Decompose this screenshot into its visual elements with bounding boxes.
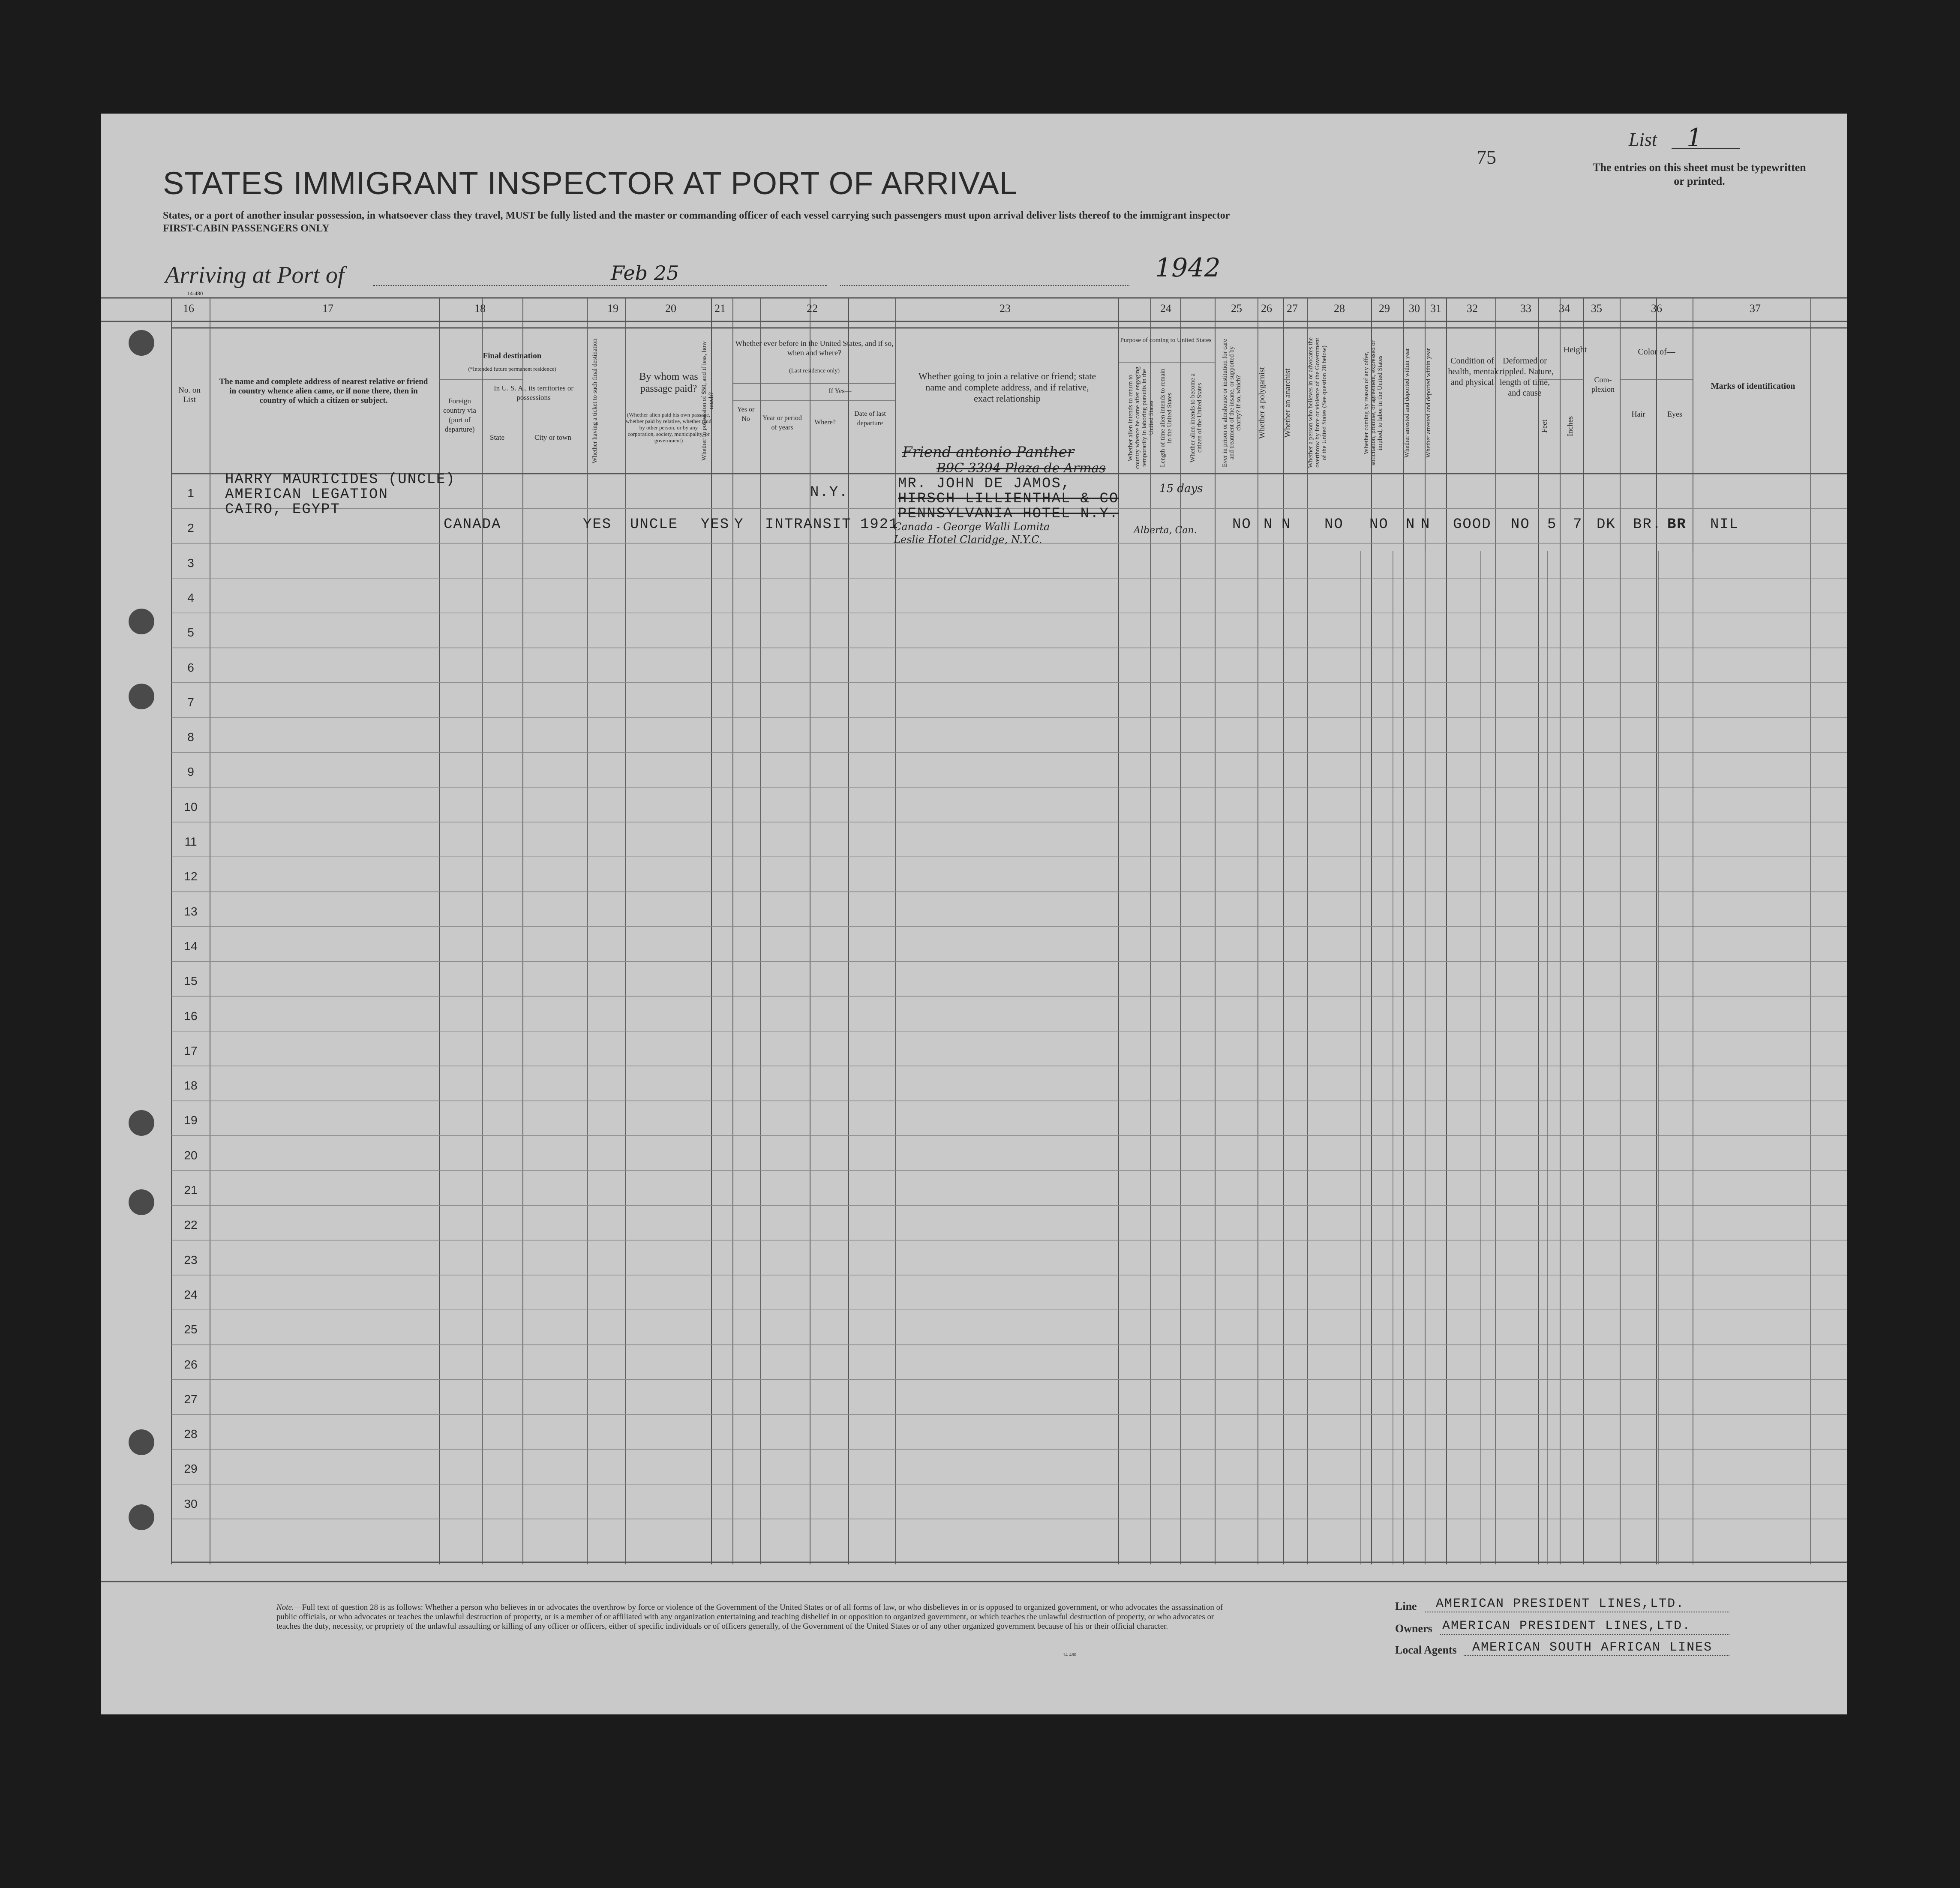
entry-inches: 7 [1573, 516, 1583, 533]
colnum-18: 18 [474, 302, 486, 315]
row-number: 26 [184, 1357, 198, 1371]
row-number: 30 [184, 1497, 198, 1510]
header-final-destination-sub: (*Intended future permanent residence) [468, 366, 556, 372]
header-marks: Marks of identification [1711, 381, 1795, 391]
handwriting-address: B9C 3394 Plaza de Armas [936, 461, 1106, 476]
footer-note-text: —Full text of question 28 is as follows: Whether a person who believes in or advocates the overthrow by force or violence of the Government of the United States or of all forms of law, or who disbelieves in or is opposed to organized government, or who advocates the assassination of public officials, or who advocates or teaches the unlawful destruction of property, or is a member of or affiliated with any organization entertaining and teaching disbelief in or opposition to organized government, or which teaches the unlawful destruction of property, or who advocates or teaches the duty, necessity, or propriety of the unlawful assaulting or killing of any officer or officers, either of specific individuals or of officers generally, of the Government of the United States or of any other organized government because of his or their official character. [276, 1603, 1223, 1631]
header-if-yes: If Yes— [828, 387, 852, 395]
row-number: 23 [184, 1253, 198, 1267]
row-number: 29 [184, 1462, 198, 1476]
header-eyes: Eyes [1667, 410, 1682, 418]
row-number: 13 [184, 904, 198, 918]
entries-note: The entries on this sheet must be typewritten or printed. [1593, 161, 1806, 187]
header-has-50: Whether in possession of $50, and if less, how much? [701, 341, 714, 461]
footer-owners-label: Owners [1395, 1622, 1432, 1635]
header-complexion: Com-plexion [1591, 375, 1615, 393]
colnum-29: 29 [1379, 302, 1390, 315]
entry-complexion: DK [1597, 516, 1616, 533]
header-deported-31: Whether arrested and deported within year [1425, 348, 1432, 458]
entry-col27: N [1282, 516, 1291, 533]
binder-hole [129, 609, 154, 634]
row-number: 20 [184, 1148, 198, 1162]
entry-hair: BR. [1633, 516, 1662, 533]
entry-join-line1: MR. JOHN DE JAMOS, [898, 476, 1071, 492]
entry-col26: N [1264, 516, 1273, 533]
entry-col29: NO [1369, 516, 1389, 533]
page-title: STATES IMMIGRANT INSPECTOR AT PORT OF ARRIVAL [163, 165, 1018, 201]
binder-hole [129, 330, 154, 356]
entry-foreign-country: CANADA [444, 516, 501, 533]
entry-col25: NO [1232, 516, 1252, 533]
header-no-on-list: No. on List [178, 386, 201, 404]
row-number: 2 [187, 521, 194, 535]
colnum-33: 33 [1520, 302, 1531, 315]
entry-ever-before: Y [734, 516, 744, 533]
entry-relative-line1: HARRY MAURICIDES (UNCLE) [225, 471, 456, 488]
row-number: 3 [187, 556, 194, 570]
binder-hole [129, 1189, 154, 1215]
header-inches: Inches [1566, 416, 1574, 437]
header-polygamist: Whether a polygamist [1258, 367, 1267, 439]
header-final-destination: Final destination [483, 351, 542, 360]
row-number: 10 [184, 800, 198, 813]
header-ever-before: Whether ever before in the United States, and if so, when and where? [735, 339, 894, 357]
entry-date-departure: 1921 [860, 516, 899, 533]
entry-has-50: YES [701, 516, 730, 533]
handwriting-canada: Canada - George Walli Lomita [894, 521, 1050, 533]
header-ever-before-sub: (Last residence only) [789, 368, 840, 374]
list-label: List [1629, 129, 1657, 150]
header-prison: Ever in prison or almshouse or institution for care and treatment of the insane, or supported by charity? If so, which? [1222, 339, 1242, 467]
header-deported-30: Whether arrested and deported within year [1404, 348, 1411, 458]
colnum-22: 22 [807, 302, 818, 315]
colnum-31: 31 [1430, 302, 1441, 315]
row-number: 7 [187, 695, 194, 709]
row-number: 21 [184, 1183, 198, 1197]
manifest-sheet [101, 114, 1847, 1714]
footer-agents-value: AMERICAN SOUTH AFRICAN LINES [1472, 1640, 1713, 1655]
colnum-35: 35 [1591, 302, 1602, 315]
entry-join-line3: PENNSYLVANIA HOTEL N.Y. [898, 506, 1119, 522]
colnum-26: 26 [1261, 302, 1272, 315]
colnum-24: 24 [1160, 302, 1171, 315]
row-number: 25 [184, 1323, 198, 1336]
header-feet: Feet [1540, 420, 1549, 433]
header-passage-paid: By whom was passage paid? [639, 371, 698, 394]
arriving-year: 1942 [1155, 253, 1221, 283]
header-color-of: Color of— [1638, 347, 1675, 357]
footer-note-label: Note. [276, 1603, 294, 1612]
entry-health: GOOD [1453, 516, 1492, 533]
header-relative: The name and complete address of nearest relative or friend in country whence alien came, or if none there, then in country of which a citizen or subject. [219, 377, 428, 405]
header-purpose: Purpose of coming to United States [1120, 337, 1212, 344]
header-in-usa: In U. S. A., its territories or possessions [493, 384, 574, 402]
class-line: FIRST-CABIN PASSENGERS ONLY [163, 223, 330, 234]
page-number: 75 [1477, 146, 1496, 168]
header-anarchist: Whether an anarchist [1283, 368, 1292, 438]
binder-hole [129, 1110, 154, 1136]
header-ticket: Whether having a ticket to such final destination [591, 338, 598, 463]
colnum-34: 34 [1559, 302, 1570, 315]
arriving-date: Feb 25 [611, 261, 679, 285]
row-number: 17 [184, 1044, 198, 1057]
row-number: 4 [187, 591, 194, 604]
colnum-27: 27 [1287, 302, 1298, 315]
list-number: 1 [1687, 123, 1702, 152]
colnum-37: 37 [1750, 302, 1761, 315]
binder-hole [129, 1429, 154, 1455]
colnum-19: 19 [607, 302, 618, 315]
handwriting-alberta: Alberta, Can. [1134, 525, 1197, 536]
entry-feet: 5 [1547, 516, 1557, 533]
row-number: 12 [184, 870, 198, 883]
colnum-30: 30 [1409, 302, 1420, 315]
row-number: 22 [184, 1218, 198, 1232]
header-hair: Hair [1631, 410, 1645, 418]
footer-note [276, 1603, 1224, 1631]
colnum-36: 36 [1651, 302, 1662, 315]
colnum-25: 25 [1231, 302, 1242, 315]
row-number: 5 [187, 626, 194, 639]
header-health: Condition of health, mental and physical [1448, 356, 1497, 387]
header-passage-paid-sub: (Whether alien paid his own passage, whether paid by relative, whether paid by other person, or by any corporation, society, municipality, or government) [626, 411, 711, 444]
entry-col31: N [1421, 516, 1431, 533]
footer-line-value: AMERICAN PRESIDENT LINES,LTD. [1436, 1597, 1685, 1611]
header-date-last-departure: Date of last departure [854, 410, 886, 427]
entry-relative-line3: CAIRO, EGYPT [225, 501, 340, 518]
form-code-top: 14-480 [187, 290, 203, 297]
footer-owners-value: AMERICAN PRESIDENT LINES,LTD. [1442, 1619, 1691, 1633]
row-number: 18 [184, 1079, 198, 1093]
entry-deformed: NO [1511, 516, 1530, 533]
binder-hole [129, 684, 154, 709]
footer-owners-rule [1440, 1634, 1729, 1635]
footer-agents-rule [1464, 1655, 1729, 1656]
header-purpose-c: Whether alien intends to become a citizen of the United States [1189, 373, 1203, 462]
entry-ticket: YES [583, 516, 612, 533]
colnum-16: 16 [183, 302, 194, 315]
header-yes-or-no: Yes or No [737, 406, 755, 423]
row-number: 1 [187, 486, 194, 500]
entry-marks: NIL [1710, 516, 1739, 533]
colnum-21: 21 [714, 302, 726, 315]
row-number: 19 [184, 1114, 198, 1127]
footer-agents-label: Local Agents [1395, 1644, 1457, 1656]
binder-hole [129, 1504, 154, 1530]
footer-form-code: 14-480 [1063, 1652, 1077, 1657]
header-deformed: Deformed or crippled. Nature, length of time, and cause [1496, 356, 1554, 398]
entry-col30: N [1406, 516, 1416, 533]
entry-eyes: BR [1667, 516, 1687, 533]
header-going-to-join: Whether going to join a relative or friend; state name and complete address, and if relative, exact relationship [918, 371, 1096, 404]
row-number: 6 [187, 660, 194, 674]
entry-passage-paid: UNCLE [630, 516, 678, 533]
colnum-28: 28 [1334, 302, 1345, 315]
row-number: 16 [184, 1009, 198, 1023]
row-number: 14 [184, 939, 198, 953]
colnum-17: 17 [322, 302, 333, 315]
handwriting-friend: Friend antonio Panther [902, 444, 1075, 461]
header-where: Where? [814, 419, 836, 426]
entry-relative-line2: AMERICAN LEGATION [225, 486, 388, 503]
colnum-23: 23 [1000, 302, 1011, 315]
row-number: 27 [184, 1392, 198, 1406]
entry-join-line2: HIRSCH LILLIENTHAL & CO [898, 491, 1119, 507]
header-year-period: Year or period of years [762, 414, 802, 431]
header-purpose-a: Whether alien intends to return to country whence he came after engaging temporarily in laboring pursuits in the United States [1127, 366, 1155, 469]
arriving-label: Arriving at Port of [165, 262, 345, 288]
row-number: 8 [187, 730, 194, 744]
handwriting-days: 15 days [1159, 482, 1203, 495]
handwriting-hotel: Leslie Hotel Claridge, N.Y.C. [894, 534, 1042, 546]
header-foreign-country: Foreign country via (port of departure) [443, 397, 476, 433]
header-purpose-b: Length of time alien intends to remain in the United States [1159, 369, 1173, 467]
colnum-32: 32 [1467, 302, 1478, 315]
row-number: 24 [184, 1288, 198, 1301]
row-number: 11 [184, 835, 197, 848]
header-height: Height [1563, 345, 1587, 354]
entry-year-period: INTRANSIT [765, 516, 852, 533]
row-number: 9 [187, 765, 194, 779]
header-labor-offer: Whether coming by reason of any offer, solicitation, promise, or agreement, expressed or implied, to labor in the United States [1363, 340, 1384, 465]
row-number: 28 [184, 1427, 198, 1441]
entry-col28: NO [1324, 516, 1344, 533]
colnum-20: 20 [665, 302, 676, 315]
entry-where: N.Y. [810, 484, 849, 501]
header-overthrow: Whether a person who believes in or advocates the overthrow by force or violence of the Government of the United States (See question 28 below) [1307, 337, 1328, 468]
row-number: 15 [184, 974, 198, 988]
header-subtitle: States, or a port of another insular possession, in whatsoever class they travel, MUST be fully listed and the master or commanding officer of each vessel carrying such passengers must upon arrival deliver lists thereof to the immigrant inspector [163, 210, 1230, 221]
footer-line-label: Line [1395, 1600, 1417, 1612]
header-city: City or town [534, 433, 571, 441]
header-state: State [490, 433, 504, 441]
